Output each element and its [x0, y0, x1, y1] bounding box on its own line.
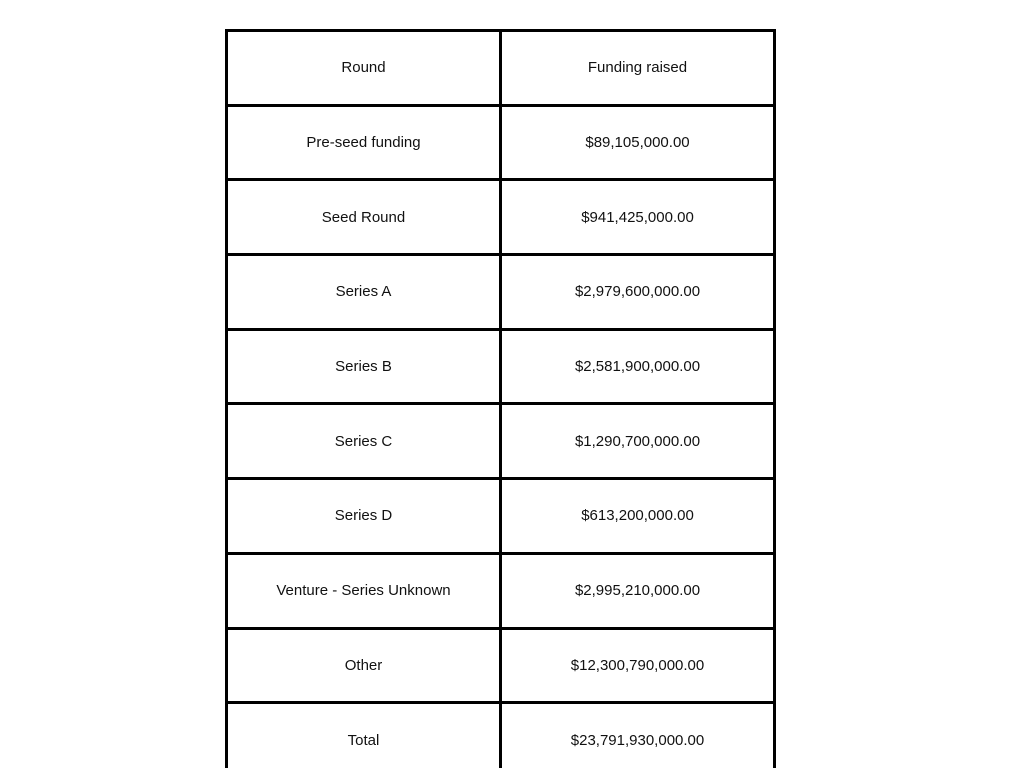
round-cell: Other	[227, 628, 501, 703]
header-funding-raised: Funding raised	[501, 31, 775, 106]
table-row	[227, 553, 775, 628]
funding-cell: $89,105,000.00	[501, 105, 775, 180]
table-row	[227, 479, 775, 554]
table-row	[227, 105, 775, 180]
table-row	[227, 329, 775, 404]
funding-cell: $613,200,000.00	[501, 479, 775, 554]
round-cell: Pre-seed funding	[227, 105, 501, 180]
table-row	[227, 255, 775, 330]
header-round: Round	[227, 31, 501, 106]
funding-cell: $2,581,900,000.00	[501, 329, 775, 404]
total-label-cell: Total	[227, 703, 501, 768]
round-cell: Series A	[227, 255, 501, 330]
table-row	[227, 404, 775, 479]
funding-cell: $2,979,600,000.00	[501, 255, 775, 330]
table-header-row	[227, 31, 775, 106]
round-cell: Series B	[227, 329, 501, 404]
funding-table	[225, 29, 776, 768]
round-cell: Seed Round	[227, 180, 501, 255]
funding-cell: $1,290,700,000.00	[501, 404, 775, 479]
total-value-cell: $23,791,930,000.00	[501, 703, 775, 768]
table-total-row	[227, 703, 775, 768]
round-cell: Series D	[227, 479, 501, 554]
funding-cell: $941,425,000.00	[501, 180, 775, 255]
round-cell: Venture - Series Unknown	[227, 553, 501, 628]
funding-cell: $2,995,210,000.00	[501, 553, 775, 628]
table-row	[227, 628, 775, 703]
funding-cell: $12,300,790,000.00	[501, 628, 775, 703]
round-cell: Series C	[227, 404, 501, 479]
table-row	[227, 180, 775, 255]
funding-table-container	[225, 29, 771, 749]
